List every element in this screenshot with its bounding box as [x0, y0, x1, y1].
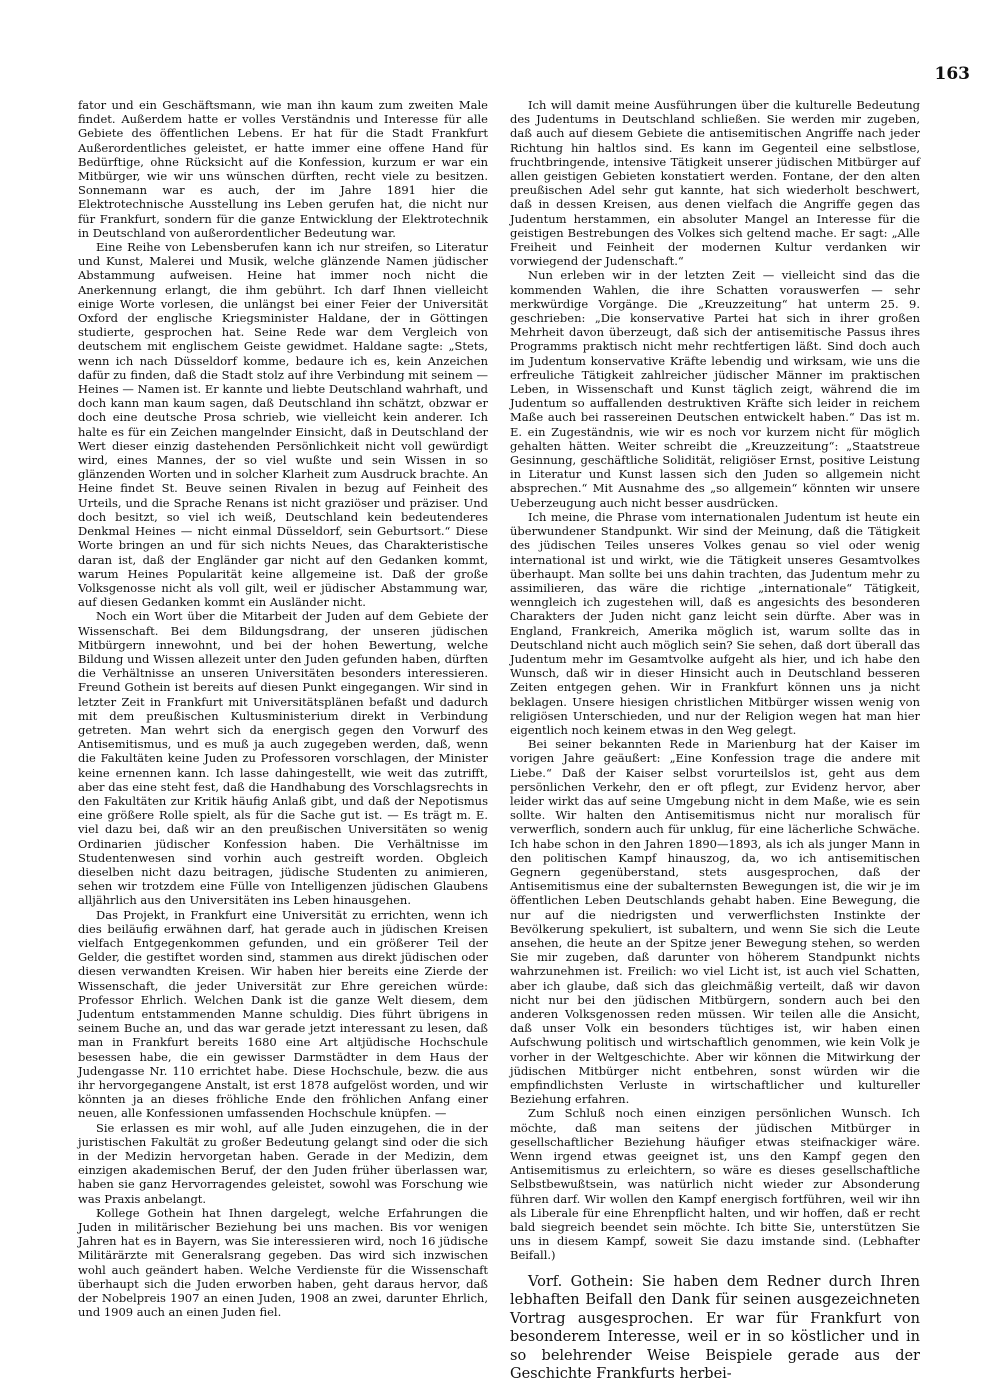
paragraph: Ich meine, die Phrase vom internationalen Judentum ist heute ein überwundener Standpunkt. Wir sind der Meinung, daß die Tätigkeit des jüdischen Teiles unseres Volkes genau so viel oder wenig international ist und wirkt, wie die Tätigkeit unseres Gesamtvolkes überhaupt. Man sollte bei uns dahin trachten, das Judentum mehr zu assimilieren, das wäre die richtige „internationale“ Tätigkeit, wenngleich ich zugestehen will, daß es angesichts des besonderen Charakters der Juden nicht ganz leicht sein dürfte. Aber was in England, Frankreich, Amerika möglich ist, warum sollte das in Deutschland nicht auch möglich sein? Sie sehen, daß dort überall das Judentum mehr im Gesamtvolke aufgeht als hier, und ich habe den Wunsch, daß wir in dieser Hinsicht auch in Deutschland besseren Zeiten entgegen gehen. Wir in Frankfurt können uns ja nicht beklagen. Unsere hiesigen christlichen Mitbürger wissen wenig von religiösen Unterschieden, und nur der Religion wegen hat man hier eigentlich noch keinem etwas in den Weg gelegt.	[510, 509, 920, 737]
paragraph: fator und ein Geschäftsmann, wie man ihn kaum zum zweiten Male findet. Außerdem hatte er volles Verständnis und Interesse für alle Gebiete des öffentlichen Lebens. Er hat für die Stadt Frankfurt Außerordentliches geleistet, er hatte immer eine offene Hand für Bedürftige, ohne Rücksicht auf die Konfession, kurzum er war ein Mitbürger, wie wir uns wünschen dürften, recht viele zu besitzen. Sonnemann war es auch, der im Jahre 1891 hier die Elektrotechnische Ausstellung ins Leben gerufen hat, die nicht nur für Frankfurt, sondern für die ganze Entwicklung der Elektrotechnik in Deutschland von außerordentlicher Bedeutung war.	[78, 98, 488, 240]
paragraph: Das Projekt, in Frankfurt eine Universität zu errichten, wenn ich dies beiläufig erwähnen darf, hat gerade auch in jüdischen Kreisen vielfach Entgegenkommen gefunden, und ein größerer Teil der Gelder, die gestiftet worden sind, stammen aus direkt jüdischen oder diesen verwandten Kreisen. Wir haben hier bereits eine Zierde der Wissenschaft, die jeder Universität zur Ehre gereichen würde: Professor Ehrlich. Welchen Dank ist die ganze Welt diesem, dem Judentum entstammenden Manne schuldig. Dies führt übrigens in seinem Buche an, und das war gerade jetzt interessant zu lesen, daß man in Frankfurt bereits 1680 eine Art altjüdische Hochschule besessen habe, die ein gewisser Darmstädter in dem Haus der Judengasse Nr. 110 errichtet habe. Diese Hochschule, bezw. die aus ihr hervorgegangene Anstalt, ist erst 1878 aufgelöst worden, und wir könnten ja an dieses fröhliche Ende den fröhlichen Anfang einer neuen, alle Konfessionen umfassenden Hochschule knüpfen. —	[78, 907, 488, 1121]
paragraph: Nun erleben wir in der letzten Zeit — vielleicht sind das die kommenden Wahlen, die ihre Schatten vorauswerfen — sehr merkwürdige Vorgänge. Die „Kreuzzeitung“ hat unterm 25. 9. geschrieben: „Die konservative Partei hat sich in ihrer großen Mehrheit davon überzeugt, daß sich der antisemitische Passus ihres Programms praktisch nicht mehr rechtfertigen läßt. Sind doch auch im Judentum konservative Kräfte lebendig und wirksam, wie uns die erfreuliche Tätigkeit zahlreicher jüdischer Männer im praktischen Leben, in Wissenschaft und Kunst täglich zeigt, während die im Judentum so auffallenden destruktiven Kräfte sich leider in reichem Maße auch bei rassereinen Deutschen entwickelt haben.“ Das ist m. E. ein Zugeständnis, wie wir es noch vor kurzem nicht für möglich gehalten hätten. Weiter schreibt die „Kreuzzeitung“: „Staatstreue Gesinnung, geschäftliche Solidität, religiöser Ernst, positive Leistung in Literatur und Kunst lassen sich den Juden so allgemein nicht absprechen.“ Mit Ausnahme des „so allgemein“ könnten wir unsere Ueberzeugung auch nicht besser ausdrücken.	[510, 268, 920, 510]
paragraph: Zum Schluß noch einen einzigen persönlichen Wunsch. Ich möchte, daß man seitens der jüdischen Mitbürger in gesellschaftlicher Beziehung häufiger etwas steifnackiger wäre. Wenn irgend etwas geeignet ist, uns den Kampf gegen den Antisemitismus zu erleichtern, so wäre es dieses gesellschaftliche Selbstbewußtsein, was natürlich nicht wieder zur Absonderung führen darf. Wir wollen den Kampf energisch fortführen, weil wir ihn als Liberale für eine Ehrenpflicht halten, und wir hoffen, daß er recht bald siegreich beendet sein möchte. Ich bitte Sie, unterstützen Sie uns in diesem Kampf, soweit Sie dazu imstande sind. (Lebhafter Beifall.)	[510, 1106, 920, 1263]
left-column	[78, 98, 488, 1319]
paragraph: Eine Reihe von Lebensberufen kann ich nur streifen, so Literatur und Kunst, Malerei und Musik, welche glänzende Namen jüdischer Abstammung aufweisen. Heine hat immer noch nicht die Anerkennung erlangt, die ihm gebührt. Ich darf Ihnen vielleicht einige Worte vorlesen, die unlängst bei einer Feier der Universität Oxford der englische Kriegsminister Haldane, der in Göttingen studierte, gesprochen hat. Seine Rede war dem Vergleich von deutschem mit englischem Geiste gewidmet. Haldane sagte: „Stets, wenn ich nach Düsseldorf komme, bedaure ich es, kein Anzeichen dafür zu finden, daß die Stadt stolz auf ihre Verbindung mit seinem — Heines — Namen ist. Er kannte und liebte Deutschland wahrhaft, und doch kann man kaum sagen, daß Deutschland ihn schätzt, obzwar er doch eine deutsche Prosa schrieb, wie vielleicht kein anderer. Ich halte es für ein Zeichen mangelnder Einsicht, daß in Deutschland der Wert dieser einzig dastehenden Persönlichkeit nicht voll gewürdigt wird, eines Mannes, der so viel wußte und sein Wissen in so glänzenden Worten und in solcher Klarheit zum Ausdruck brachte. An Heine findet St. Beuve seinen Rivalen in bezug auf Feinheit des Urteils, und die Sprache Renans ist nicht graziöser und präziser. Und doch besitzt, so viel ich weiß, Deutschland kein bedeutenderes Denkmal Heines — nicht einmal Düsseldorf, sein Geburtsort.“ Diese Worte bringen an und für sich nichts Neues, das Charakteristische daran ist, daß der Engländer gar nicht auf den Gedanken kommt, warum Heines Popularität keine allgemeine ist. Daß der große Volksgenosse nicht als voll gilt, weil er jüdischer Abstammung war, auf diesen Gedanken kommt ein Ausländer nicht.	[78, 240, 488, 610]
paragraph: Kollege Gothein hat Ihnen dargelegt, welche Erfahrungen die Juden in militärischer Beziehung bei uns machen. Bis vor wenigen Jahren hat es in Bayern, was Sie interessieren wird, noch 16 jüdische Militärärzte mit Generalsrang gegeben. Das wird sich inzwischen wohl auch geändert haben. Welche Verdienste für die Wissenschaft überhaupt sich die Juden erworben haben, geht daraus hervor, daß der Nobelpreis 1907 an einen Juden, 1908 an zwei, darunter Ehrlich, und 1909 auch an einen Juden fiel.	[78, 1205, 488, 1320]
paragraph: Noch ein Wort über die Mitarbeit der Juden auf dem Gebiete der Wissenschaft. Bei dem Bildungsdrang, der unseren jüdischen Mitbürgern innewohnt, und bei der hohen Bewertung, welche Bildung und Wissen allezeit unter den Juden gefunden haben, dürften die Verhältnisse an unseren Universitäten besonders interessieren. Freund Gothein ist bereits auf diesen Punkt eingegangen. Wir sind in letzter Zeit in Frankfurt mit Universitätsplänen befaßt und dadurch mit dem preußischen Kultusministerium direkt in Verbindung getreten. Man wehrt sich da energisch gegen den Vorwurf des Antisemitismus, und es muß ja auch zugegeben werden, daß, wenn die Fakultäten keine Juden zu Professoren vorschlagen, der Minister keine ernennen kann. Ich lasse dahingestellt, wie weit das zutrifft, aber das eine steht fest, daß die Handhabung des Vorschlagsrechts in den Fakultäten zur Kritik häufig Anlaß gibt, und daß der Nepotismus eine größere Rolle spielt, als für die Sache gut ist. — Es trägt m. E. viel dazu bei, daß wir an den preußischen Universitäten so wenig Ordinarien jüdischer Konfession haben. Die Verhältnisse im Studentenwesen sind vorhin auch gestreift worden. Obgleich dieselben nicht dazu beitragen, jüdische Studenten zu animieren, sehen wir trotzdem eine Fülle von Intelligenzen jüdischen Glaubens alljährlich aus den Universitäten ins Leben hinausgehen.	[78, 609, 488, 908]
right-column	[510, 98, 920, 1384]
paragraph: Ich will damit meine Ausführungen über die kulturelle Bedeutung des Judentums in Deutschland schließen. Sie werden mir zugeben, daß auch auf diesem Gebiete die antisemitischen Angriffe nach jeder Richtung hin haltlos sind. Es kann im Gegenteil eine selbstlose, fruchtbringende, intensive Tätigkeit unserer jüdischen Mitbürger auf allen geistigen Gebieten konstatiert werden. Fontane, der den alten preußischen Adel sehr gut kannte, hat sich wiederholt beschwert, daß in dessen Kreisen, aus denen vielfach die Angriffe gegen das Judentum herstammen, ein absoluter Mangel an Interesse für die geistigen Bestrebungen des Volkes sich geltend mache. Er sagt: „Alle Freiheit und Feinheit der modernen Kultur verdanken wir vorwiegend der Judenschaft.“	[510, 98, 920, 269]
paragraph: Sie erlassen es mir wohl, auf alle Juden einzugehen, die in der juristischen Fakultät zu großer Bedeutung gelangt sind oder die sich in der Medizin hervorgetan haben. Gerade in der Medizin, dem einzigen akademischen Beruf, der den Juden früher überlassen war, haben sie ganz Hervorragendes geleistet, sowohl was Forschung wie was Praxis anbelangt.	[78, 1120, 488, 1206]
paragraph: Bei seiner bekannten Rede in Marienburg hat der Kaiser im vorigen Jahre geäußert: „Eine Konfession trage die andere mit Liebe.“ Daß der Kaiser selbst vorurteilslos ist, geht aus dem persönlichen Verkehr, den er oft pflegt, zur Evidenz hervor, aber leider wirkt das auf seine Umgebung nicht in dem Maße, wie es sein sollte. Wir halten den Antisemitismus nicht nur moralisch für verwerflich, sondern auch für unklug, für eine lächerliche Schwäche. Ich habe schon in den Jahren 1890—1893, als ich als junger Mann in den politischen Kampf hinauszog, da, wo ich antisemitischen Gegnern gegenüberstand, stets ausgesprochen, daß der Antisemitismus eine der subalternsten Bewegungen ist, die wir je im öffentlichen Leben Deutschlands gehabt haben. Eine Bewegung, die nur auf die niedrigsten und verwerflichsten Instinkte der Bevölkerung spekuliert, ist subaltern, und wenn Sie sich die Leute ansehen, die heute an der Spitze jener Bewegung stehen, so werden Sie mir zugeben, daß darunter von höherem Standpunkt nichts wahrzunehmen ist. Freilich: wo viel Licht ist, ist auch viel Schatten, aber ich glaube, daß sich das gleichmäßig verteilt, daß wir davon nicht nur bei den jüdischen Mitbürgern, sondern auch bei den anderen Volksgenossen reden müssen. Wir teilen alle die Ansicht, daß unser Volk ein besonders tüchtiges ist, wir haben einen Aufschwung politisch und wirtschaftlich genommen, wie kein Volk je vorher in der Weltgeschichte. Aber wir können die Mitwirkung der jüdischen Mitbürger nicht entbehren, sonst würden wir die empfindlichsten Verluste in wirtschaftlicher und kultureller Beziehung erfahren.	[510, 737, 920, 1107]
page-number: 163	[934, 64, 970, 84]
chair-remark: Vorf. Gothein: Sie haben dem Redner durch Ihren lebhaften Beifall den Dank für seinen ausgezeichneten Vortrag ausgesprochen. Er war für Frankfurt von besonderem Interesse, weil er in so köstlicher und in so belehrender Weise Beispiele gerade aus der Geschichte Frankfurts herbei-	[510, 1273, 920, 1383]
